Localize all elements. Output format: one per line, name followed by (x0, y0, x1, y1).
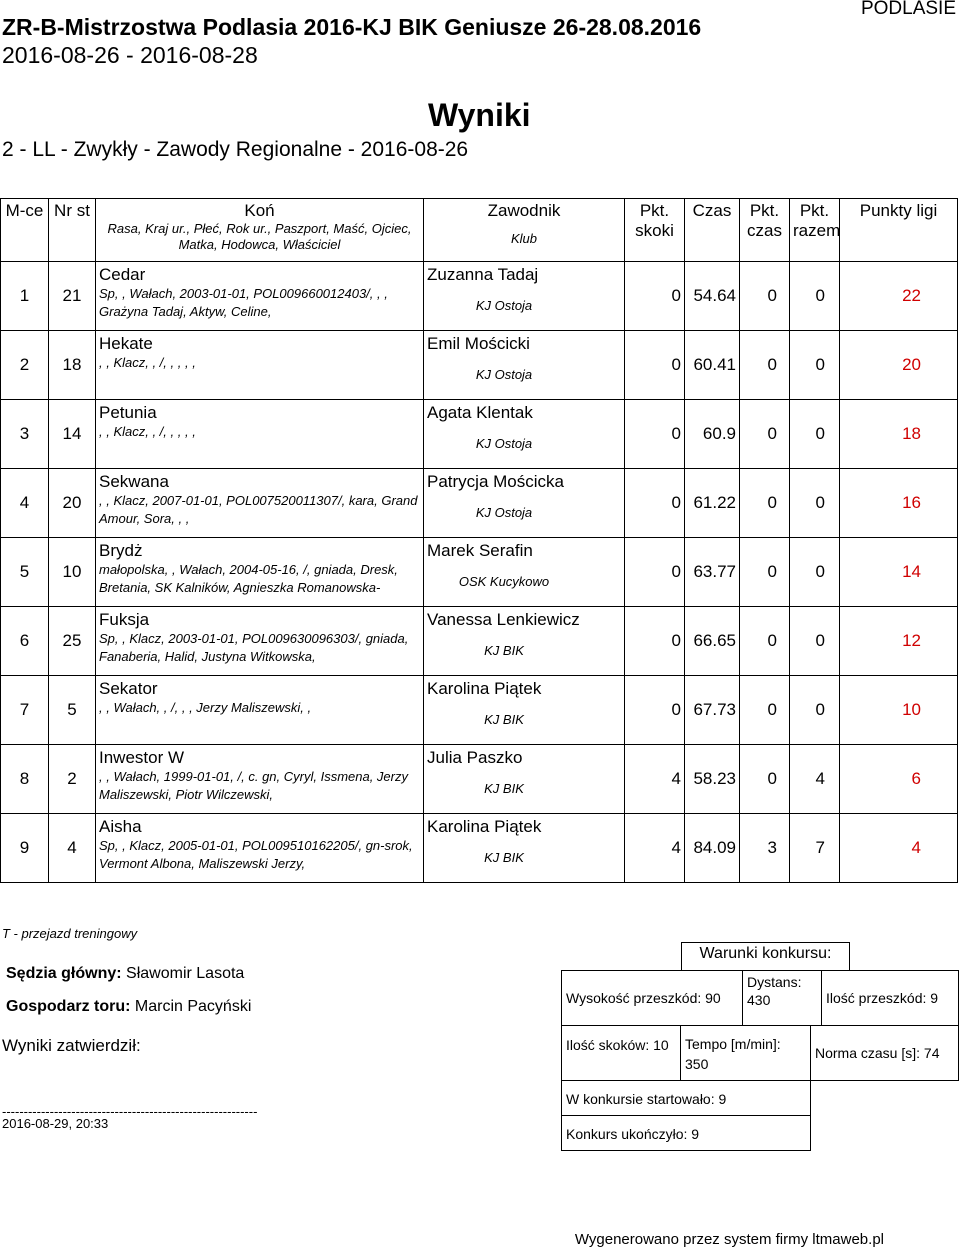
cell-horse (96, 814, 424, 883)
cell-jump-points: 0 (625, 262, 685, 331)
cell-rider (424, 400, 625, 469)
cell-start-no: 10 (49, 538, 96, 607)
condition-obstacle-count: Ilość przeszkód: 9 (821, 970, 959, 1026)
condition-distance: Dystans: 430 (742, 970, 822, 1026)
header-start-no: Nr st (49, 199, 96, 262)
table-row (1, 607, 958, 676)
rider-name: Agata Klentak (427, 403, 533, 422)
cell-jump-points: 4 (625, 745, 685, 814)
horse-info: , , Klacz, , /, , , , , (99, 424, 196, 439)
cell-start-no: 2 (49, 745, 96, 814)
cell-start-no: 25 (49, 607, 96, 676)
competition-subtitle: 2 - LL - Zwykły - Zawody Regionalne - 2016-08-26 (2, 138, 469, 161)
table-header-row (1, 199, 958, 262)
cell-rider (424, 814, 625, 883)
cell-total-points: 0 (790, 676, 840, 745)
table-row (1, 676, 958, 745)
header-league-points: Punkty ligi (840, 199, 958, 262)
rider-name: Vanessa Lenkiewicz (427, 610, 580, 629)
cell-time: 60.9 (685, 400, 740, 469)
cell-place: 5 (1, 538, 49, 607)
cell-league-points: 22 (840, 262, 958, 331)
header-jump-points: Pkt. skoki (625, 199, 685, 262)
table-row (1, 538, 958, 607)
cell-time: 58.23 (685, 745, 740, 814)
cell-league-points: 6 (840, 745, 958, 814)
cell-total-points: 0 (790, 262, 840, 331)
rider-club: KJ BIK (484, 781, 524, 796)
header-horse-sub: Rasa, Kraj ur., Płeć, Rok ur., Paszport, Maść, Ojciec, Matka, Hodowca, Właściciel (107, 221, 412, 252)
horse-info: Sp, , Wałach, 2003-01-01, POL009660012403/, , , Grażyna Tadaj, Aktyw, Celine, (99, 286, 388, 319)
horse-info: Sp, , Klacz, 2005-01-01, POL009510162205/, gn-srok, Vermont Albona, Maliszewski Jerzy, (99, 838, 413, 871)
signature-line: ----------------------------------------------------------- (2, 1104, 258, 1119)
generated-date: 2016-08-29, 20:33 (2, 1116, 109, 1131)
rider-name: Karolina Piątek (427, 817, 542, 836)
cell-jump-points: 0 (625, 400, 685, 469)
cell-rider (424, 262, 625, 331)
cell-time-points: 0 (740, 331, 790, 400)
cell-league-points: 14 (840, 538, 958, 607)
results-approved-label: Wyniki zatwierdził: (2, 1036, 141, 1055)
cell-jump-points: 0 (625, 607, 685, 676)
cell-total-points: 0 (790, 538, 840, 607)
cell-start-no: 21 (49, 262, 96, 331)
cell-place: 6 (1, 607, 49, 676)
header-rider: Zawodnik Klub (424, 199, 625, 262)
rider-club: KJ BIK (484, 643, 524, 658)
cell-total-points: 0 (790, 400, 840, 469)
cell-time-points: 0 (740, 262, 790, 331)
cell-time-points: 0 (740, 469, 790, 538)
chief-judge: Sędzia główny: Sławomir Lasota (6, 965, 245, 982)
cell-time: 54.64 (685, 262, 740, 331)
cell-league-points: 12 (840, 607, 958, 676)
condition-time-norm: Norma czasu [s]: 74 (810, 1025, 959, 1081)
rider-club: KJ BIK (484, 850, 524, 865)
cell-time: 84.09 (685, 814, 740, 883)
horse-info: małopolska, , Wałach, 2004-05-16, /, gniada, Dresk, Bretania, SK Kalników, Agnieszka Romanowska- (99, 562, 398, 595)
horse-name: Inwestor W (99, 748, 185, 767)
cell-rider (424, 676, 625, 745)
cell-time: 60.41 (685, 331, 740, 400)
rider-club: KJ BIK (484, 712, 524, 727)
rider-name: Julia Paszko (427, 748, 523, 767)
cell-jump-points: 0 (625, 331, 685, 400)
cell-time: 63.77 (685, 538, 740, 607)
table-row (1, 469, 958, 538)
rider-club: KJ Ostoja (475, 367, 533, 382)
cell-total-points: 0 (790, 607, 840, 676)
cell-place: 8 (1, 745, 49, 814)
cell-start-no: 4 (49, 814, 96, 883)
cell-league-points: 18 (840, 400, 958, 469)
condition-started: W konkursie startowało: 9 (561, 1080, 811, 1116)
horse-info: , , Klacz, , /, , , , , (99, 355, 196, 370)
horse-name: Sekator (99, 679, 158, 698)
cell-horse (96, 262, 424, 331)
cell-league-points: 4 (840, 814, 958, 883)
cell-jump-points: 0 (625, 676, 685, 745)
horse-name: Brydż (99, 541, 143, 560)
cell-place: 3 (1, 400, 49, 469)
cell-start-no: 18 (49, 331, 96, 400)
cell-horse (96, 676, 424, 745)
course-host: Gospodarz toru: Marcin Pacyński (6, 998, 252, 1015)
rider-name: Zuzanna Tadaj (427, 265, 539, 284)
cell-time: 61.22 (685, 469, 740, 538)
region-label: PODLASIE (860, 0, 956, 19)
cell-league-points: 20 (840, 331, 958, 400)
cell-time-points: 0 (740, 745, 790, 814)
header-horse: Koń Rasa, Kraj ur., Płeć, Rok ur., Paszport, Maść, Ojciec, Matka, Hodowca, Właściciel (96, 199, 424, 262)
generated-by: Wygenerowano przez system firmy ltmaweb.pl (574, 1231, 884, 1248)
legend-training: T - przejazd treningowy (2, 926, 138, 941)
condition-jump-count: Ilość skoków: 10 (561, 1025, 681, 1081)
cell-total-points: 4 (790, 745, 840, 814)
horse-info: Sp, , Klacz, 2003-01-01, POL009630096303/, gniada, Fanaberia, Halid, Justyna Witkowska, (99, 631, 409, 664)
cell-place: 7 (1, 676, 49, 745)
cell-time-points: 0 (740, 676, 790, 745)
cell-horse (96, 469, 424, 538)
cell-rider (424, 607, 625, 676)
cell-league-points: 16 (840, 469, 958, 538)
condition-tempo: Tempo [m/min]: 350 (680, 1025, 811, 1081)
condition-obstacle-height: Wysokość przeszkód: 90 (561, 970, 743, 1026)
cell-total-points: 0 (790, 469, 840, 538)
horse-name: Petunia (99, 403, 157, 422)
table-row (1, 400, 958, 469)
rider-club: KJ Ostoja (475, 298, 533, 313)
cell-total-points: 0 (790, 331, 840, 400)
horse-name: Aisha (99, 817, 142, 836)
header-rider-sub: Klub (510, 231, 538, 246)
cell-place: 1 (1, 262, 49, 331)
rider-club: KJ Ostoja (475, 505, 533, 520)
horse-name: Cedar (99, 265, 146, 284)
rider-club: OSK Kucykowo (458, 574, 550, 589)
horse-info: , , Wałach, , /, , , Jerzy Maliszewski, , (99, 700, 312, 715)
cell-horse (96, 331, 424, 400)
event-dates: 2016-08-26 - 2016-08-28 (2, 42, 258, 68)
cell-horse (96, 538, 424, 607)
conditions-title: Warunki konkursu: (681, 942, 850, 971)
cell-time-points: 0 (740, 538, 790, 607)
results-table (0, 198, 958, 883)
rider-club: KJ Ostoja (475, 436, 533, 451)
header-place: M-ce (1, 199, 49, 262)
header-total-points: Pkt. razem (790, 199, 840, 262)
event-title: ZR-B-Mistrzostwa Podlasia 2016-KJ BIK Geniusze 26-28.08.2016 (2, 14, 702, 40)
header-time-points: Pkt. czas (740, 199, 790, 262)
horse-info: , , Wałach, 1999-01-01, /, c. gn, Cyryl, Issmena, Jerzy Maliszewski, Piotr Wilczewski, (99, 769, 408, 802)
horse-info: , , Klacz, 2007-01-01, POL007520011307/, kara, Grand Amour, Sora, , , (99, 493, 418, 526)
cell-rider (424, 331, 625, 400)
condition-finished: Konkurs ukończyło: 9 (561, 1115, 811, 1151)
cell-time-points: 0 (740, 607, 790, 676)
results-heading: Wyniki (428, 97, 531, 133)
table-row (1, 331, 958, 400)
table-row (1, 814, 958, 883)
table-row (1, 262, 958, 331)
cell-horse (96, 745, 424, 814)
cell-total-points: 7 (790, 814, 840, 883)
cell-jump-points: 4 (625, 814, 685, 883)
cell-horse (96, 607, 424, 676)
cell-place: 2 (1, 331, 49, 400)
cell-time: 66.65 (685, 607, 740, 676)
cell-place: 4 (1, 469, 49, 538)
horse-name: Fuksja (99, 610, 150, 629)
cell-rider (424, 745, 625, 814)
cell-horse (96, 400, 424, 469)
cell-time-points: 3 (740, 814, 790, 883)
rider-name: Emil Mościcki (427, 334, 530, 353)
horse-name: Sekwana (99, 472, 169, 491)
rider-name: Karolina Piątek (427, 679, 542, 698)
cell-place: 9 (1, 814, 49, 883)
header-time: Czas (685, 199, 740, 262)
cell-rider (424, 469, 625, 538)
cell-start-no: 20 (49, 469, 96, 538)
cell-start-no: 14 (49, 400, 96, 469)
cell-league-points: 10 (840, 676, 958, 745)
cell-time-points: 0 (740, 400, 790, 469)
rider-name: Patrycja Mościcka (427, 472, 564, 491)
horse-name: Hekate (99, 334, 153, 353)
rider-name: Marek Serafin (427, 541, 533, 560)
cell-time: 67.73 (685, 676, 740, 745)
cell-rider (424, 538, 625, 607)
cell-jump-points: 0 (625, 469, 685, 538)
cell-start-no: 5 (49, 676, 96, 745)
cell-jump-points: 0 (625, 538, 685, 607)
table-row (1, 745, 958, 814)
